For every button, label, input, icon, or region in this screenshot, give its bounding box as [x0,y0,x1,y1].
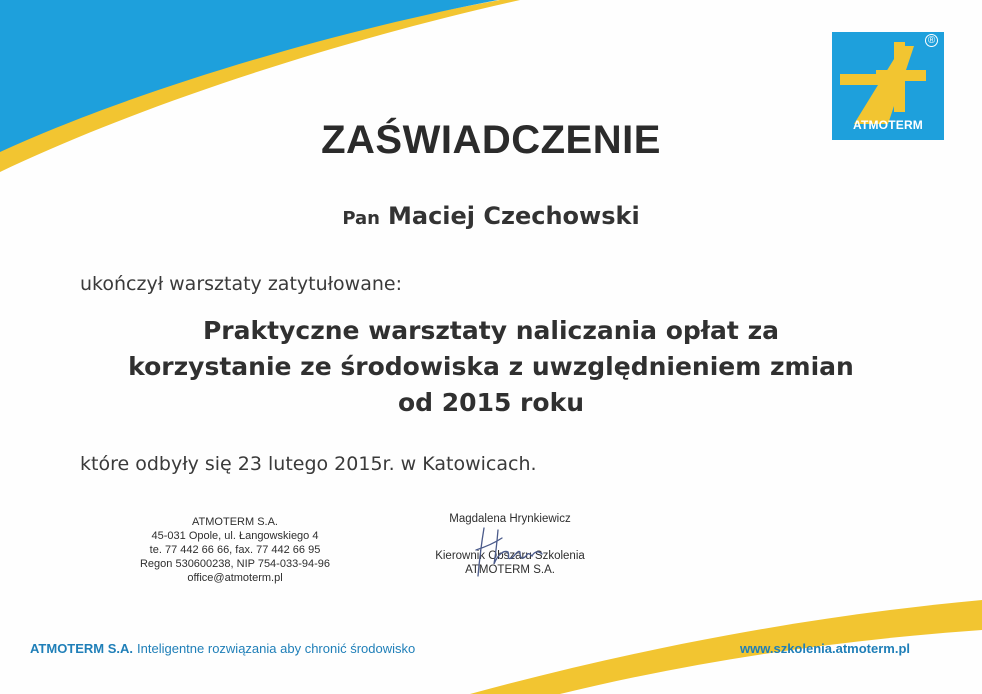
recipient-honorific: Pan [342,208,380,229]
footer-tagline [30,641,415,656]
company-name: ATMOTERM S.A. [192,516,278,528]
handwritten-signature [464,520,554,580]
footer-slogan: Inteligentne rozwiązania aby chronić środowisko [137,641,416,656]
company-phone: te. 77 442 66 66, fax. 77 442 66 95 [149,544,321,556]
footer-company: ATMOTERM S.A. [30,641,134,656]
recipient-name: Maciej Czechowski [387,202,640,230]
company-registration: Regon 530600238, NIP 754-033-94-96 [139,558,330,570]
course-title-line: od 2015 roku [398,388,584,417]
signer-name: Magdalena Hrynkiewicz [449,513,571,525]
company-email: office@atmoterm.pl [187,572,283,584]
intro-text: ukończył warsztaty zatytułowane: [80,273,402,295]
course-title-line: Praktyczne warsztaty naliczania opłat za [202,316,779,345]
company-address: 45-031 Opole, ul. Łangowskiego 4 [151,530,319,542]
recipient [0,202,982,230]
signer-role: Kierownik Obszaru Szkolenia [435,550,585,562]
registered-mark: ® [925,34,938,47]
company-details [110,515,360,585]
certificate-title: ZAŚWIADCZENIE [321,118,661,162]
logo-brand-text: ATMOTERM [852,118,924,132]
footer-website-link[interactable]: www.szkolenia.atmoterm.pl [740,641,911,656]
course-title-line: korzystanie ze środowiska z uwzględnieniem zmian [128,352,854,381]
course-title [40,313,942,421]
signer-organization: ATMOTERM S.A. [465,564,555,576]
event-details: które odbyły się 23 lutego 2015r. w Katowicach. [80,453,537,475]
